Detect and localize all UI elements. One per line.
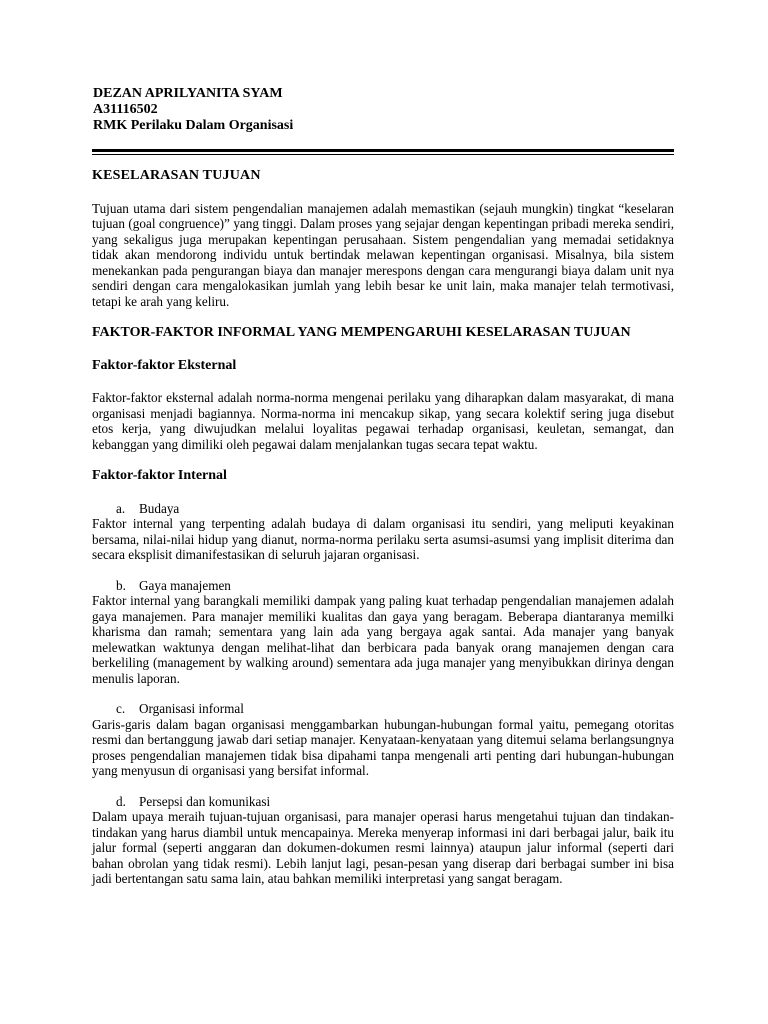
course-title: RMK Perilaku Dalam Organisasi <box>93 118 294 133</box>
eksternal-paragraph: Faktor-faktor eksternal adalah norma-norma mengenai perilaku yang diharapkan dalam masyarakat, di mana organisasi menjadi bagiannya. Norma-norma ini mencakup sikap, yang secara kolektif sering juga disebut etos kerja, yang diwujudkan melalui loyalitas pegawai terhadap organisasi, keuletan, semangat, dan kebanggan yang dimiliki oleh pegawai dalam menjalankan tugas secara tepat waktu. <box>92 390 674 452</box>
keselarasan-paragraph: Tujuan utama dari sistem pengendalian manajemen adalah memastikan (sejauh mungkin) tingkat “keselaran tujuan (goal congruence)” yang tinggi. Dalam proses yang sejajar dengan kepentingan pribadi mereka sendiri, yang sekaligus juga merupakan kepentingan perusahaan. Sistem pengendalian yang memadai setidaknya tidak akan mendorong individu untuk bertindak melawan kepentingan organisasi. Misalnya, bila sistem menekankan pada pengurangan biaya dan manajer merespons dengan cara mengurangi biaya dalam unit nya sendiri dengan cara mengalokasikan jumlah yang lebih besar ke unit lain, maka manajer telah termotivasi, tetapi ke arah yang keliru. <box>92 200 674 309</box>
list-item-label: Organisasi informal <box>139 701 244 716</box>
student-id: A31116502 <box>93 102 158 117</box>
document-body <box>92 168 674 902</box>
list-marker: a. <box>116 500 126 516</box>
list-item-text: Garis-garis dalam bagan organisasi menggambarkan hubungan-hubungan formal yaitu, pemegang otoritas resmi dan bertanggung jawab dari setiap manajer. Kenyataan-kenyataan yang ditemui selama berlangsungnya proses pengendalian manajemen tidak bisa dipahami tanpa mengenali arti penting dari hubungan-hubungan yang menyusun di organisasi yang bersifat informal. <box>92 716 674 778</box>
document-header <box>93 86 293 134</box>
internal-factor-list <box>92 501 674 887</box>
section-title-keselarasan: KESELARASAN TUJUAN <box>92 168 261 183</box>
list-item-label: Budaya <box>139 500 180 516</box>
list-item-persepsi-komunikasi <box>92 794 674 887</box>
list-marker: d. <box>116 793 126 809</box>
list-item-label: Gaya manajemen <box>139 577 231 593</box>
section-title-faktor-informal: FAKTOR-FAKTOR INFORMAL YANG MEMPENGARUHI KESELARASAN TUJUAN <box>92 325 631 340</box>
list-marker: b. <box>116 577 126 593</box>
header-divider-thin <box>92 154 674 155</box>
list-marker: c. <box>116 701 126 716</box>
list-item-text: Faktor internal yang terpenting adalah budaya di dalam organisasi itu sendiri, yang meliputi keyakinan bersama, nilai-nilai hidup yang dianut, norma-norma perilaku serta asumsi-asumsi yang implisit diterima dan secara eksplisit dimanifestasikan di seluruh jajaran organisasi. <box>92 516 674 562</box>
list-item-text: Dalam upaya meraih tujuan-tujuan organisasi, para manajer operasi harus mengetahui tujuan dan tindakan-tindakan yang harus diambil untuk mencapainya. Mereka menyerap informasi ini dari berbagai jalur, baik itu jalur formal (seperti anggaran dan dokumen-dokumen resmi lainnya) ataupun jalur informal (seperti dari bahan obrolan yang tidak resmi). Lebih lanjut lagi, pesan-pesan yang diserap dari berbagai sumber ini bisa jadi bertentangan satu sama lain, atau bahkan memiliki interpretasi yang sangat beragam. <box>92 809 674 886</box>
subsection-title-internal: Faktor-faktor Internal <box>92 468 227 483</box>
list-item-label: Persepsi dan komunikasi <box>139 793 271 809</box>
list-item-budaya <box>92 501 674 563</box>
list-item-gaya-manajemen <box>92 578 674 687</box>
list-item-organisasi-informal <box>92 701 674 779</box>
header-divider-thick <box>92 149 674 152</box>
subsection-title-eksternal: Faktor-faktor Eksternal <box>92 357 237 373</box>
author-name: DEZAN APRILYANITA SYAM <box>93 86 283 101</box>
list-item-text: Faktor internal yang barangkali memiliki dampak yang paling kuat terhadap pengendalian manajemen adalah gaya manajemen. Para manajer memiliki kualitas dan gaya yang beragam. Beberapa diantaranya memilki kharisma dan ramah; sementara yang lain ada yang bergaya agak santai. Ada manajer yang banyak melewatkan waktunya dengan melihat-lihat dan berbicara pada banyak orang manajemen dengan cara berkeliling (management by walking around) sementara ada juga manajer yang menyibukkan dirinya dengan menulis laporan. <box>92 593 674 686</box>
